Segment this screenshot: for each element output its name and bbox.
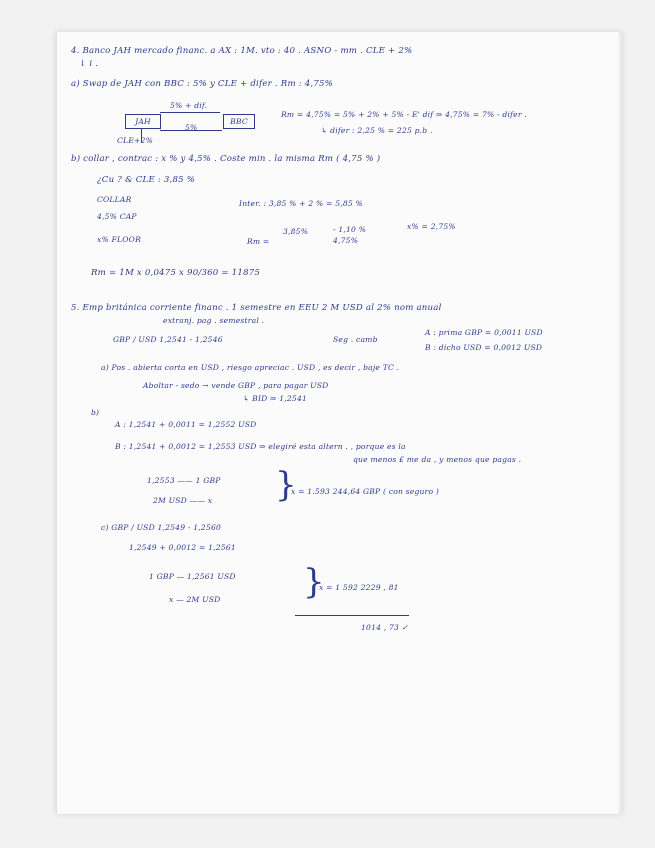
part-b-title: b) collar , contrac : x % y 4,5% . Coste min . la misma Rm ( 4,75 % ) [71,154,381,164]
collar-result-1: - 1,10 % [333,225,367,234]
swap-diagram-top-arrow [160,112,220,113]
problem-4-statement: 4. Banco JAH mercado financ. a AX : 1M. vto : 40 . ASNO - mm . CLE + 2% [71,46,413,56]
collar-label: COLLAR [97,195,132,204]
problem-5-statement: 5. Emp británica corriente financ . 1 semestre en EEU 2 M USD al 2% nom anual [71,303,442,313]
part-5b-label: b) [91,408,100,417]
part-5b-brace: } [275,465,297,505]
collar-result-2: 4,75% [333,236,359,245]
collar-floor-result: x% = 2,75% [407,222,456,231]
part-5b-option-b: B : 1,2541 + 0,0012 = 1,2553 USD ⇒ elegiré esta altern . , porque es la [115,442,406,451]
part-5c-total-rule [295,615,409,616]
swap-diagram-bottom-label: CLE+2% [117,136,154,145]
problem-5-hedge-label: Seg . camb [333,335,378,344]
part-5c-rate: c) GBP / USD 1,2549 - 1,2560 [101,523,222,532]
scanned-page [56,32,622,814]
collar-rm: Rm = [247,237,270,246]
problem-5-option-b: B : dicho USD = 0,0012 USD [425,343,543,352]
swap-diagram-jah-box: JAH [125,114,161,129]
collar-base-rate: 3,85% [283,227,309,236]
collar-cap: 4,5% CAP [97,212,137,221]
part-5c-proportion-2: x — 2M USD [169,595,221,604]
part-b-question: ¿Cu ? & CLE : 3,85 % [97,175,196,185]
part-5c-forward: 1,2549 + 0,0012 = 1,2561 [129,543,236,552]
part-5c-proportion-1: 1 GBP — 1,2561 USD [149,572,236,581]
part-5b-result: x = 1.593 244,64 GBP ( con seguro ) [291,487,440,496]
part-b-final-rm: Rm = 1M x 0,0475 x 90/360 = 11875 [91,268,261,278]
swap-diagram-mid-label: 5% [185,123,198,132]
problem-5-option-a: A : prima GBP = 0,0011 USD [425,328,543,337]
collar-interest: Inter. : 3,85 % + 2 % = 5,85 % [239,199,363,208]
part-5b-option-b-reason: que menos £ me da , y menos que pagas . [353,455,522,464]
problem-5-exchange-rate: GBP / USD 1,2541 - 1,2546 [113,335,223,344]
part-5c-total: 1014 , 73 ✓ [361,623,409,632]
part-5c-result: x = 1 592 2229 , 81 [319,583,399,592]
collar-floor: x% FLOOR [97,235,141,244]
part-5a-action: Aboltar - sedo → vende GBP , para pagar USD [143,381,329,390]
problem-4-note: ↓ i . [79,59,99,69]
part-a-equation: Rm = 4,75% = 5% + 2% + 5% - E' dif ⇒ 4,75% = 7% - difer . [281,110,527,119]
part-a-title: a) Swap de JAH con BBC : 5% y CLE + difer . Rm : 4,75% [71,79,334,89]
swap-diagram-top-label: 5% + dif. [170,101,208,110]
part-5b-option-a: A : 1,2541 + 0,0011 = 1,2552 USD [115,420,257,429]
swap-diagram-bbc-box: BBC [223,114,255,129]
part-5b-proportion-2: 2M USD —— x [153,496,213,505]
part-a-difference: ↳ difer : 2,25 % = 225 p.b . [321,126,433,135]
part-5a-bid: ↳ BID ⇒ 1,2541 [243,394,308,403]
part-5a-position: a) Pos . abierta corta en USD , riesgo apreciac . USD , es decir , baje TC . [101,363,400,372]
problem-5-statement-cont: extranj. pag . semestral . [163,316,265,325]
part-5c-brace: } [303,562,325,602]
part-5b-proportion-1: 1,2553 —— 1 GBP [147,476,221,485]
